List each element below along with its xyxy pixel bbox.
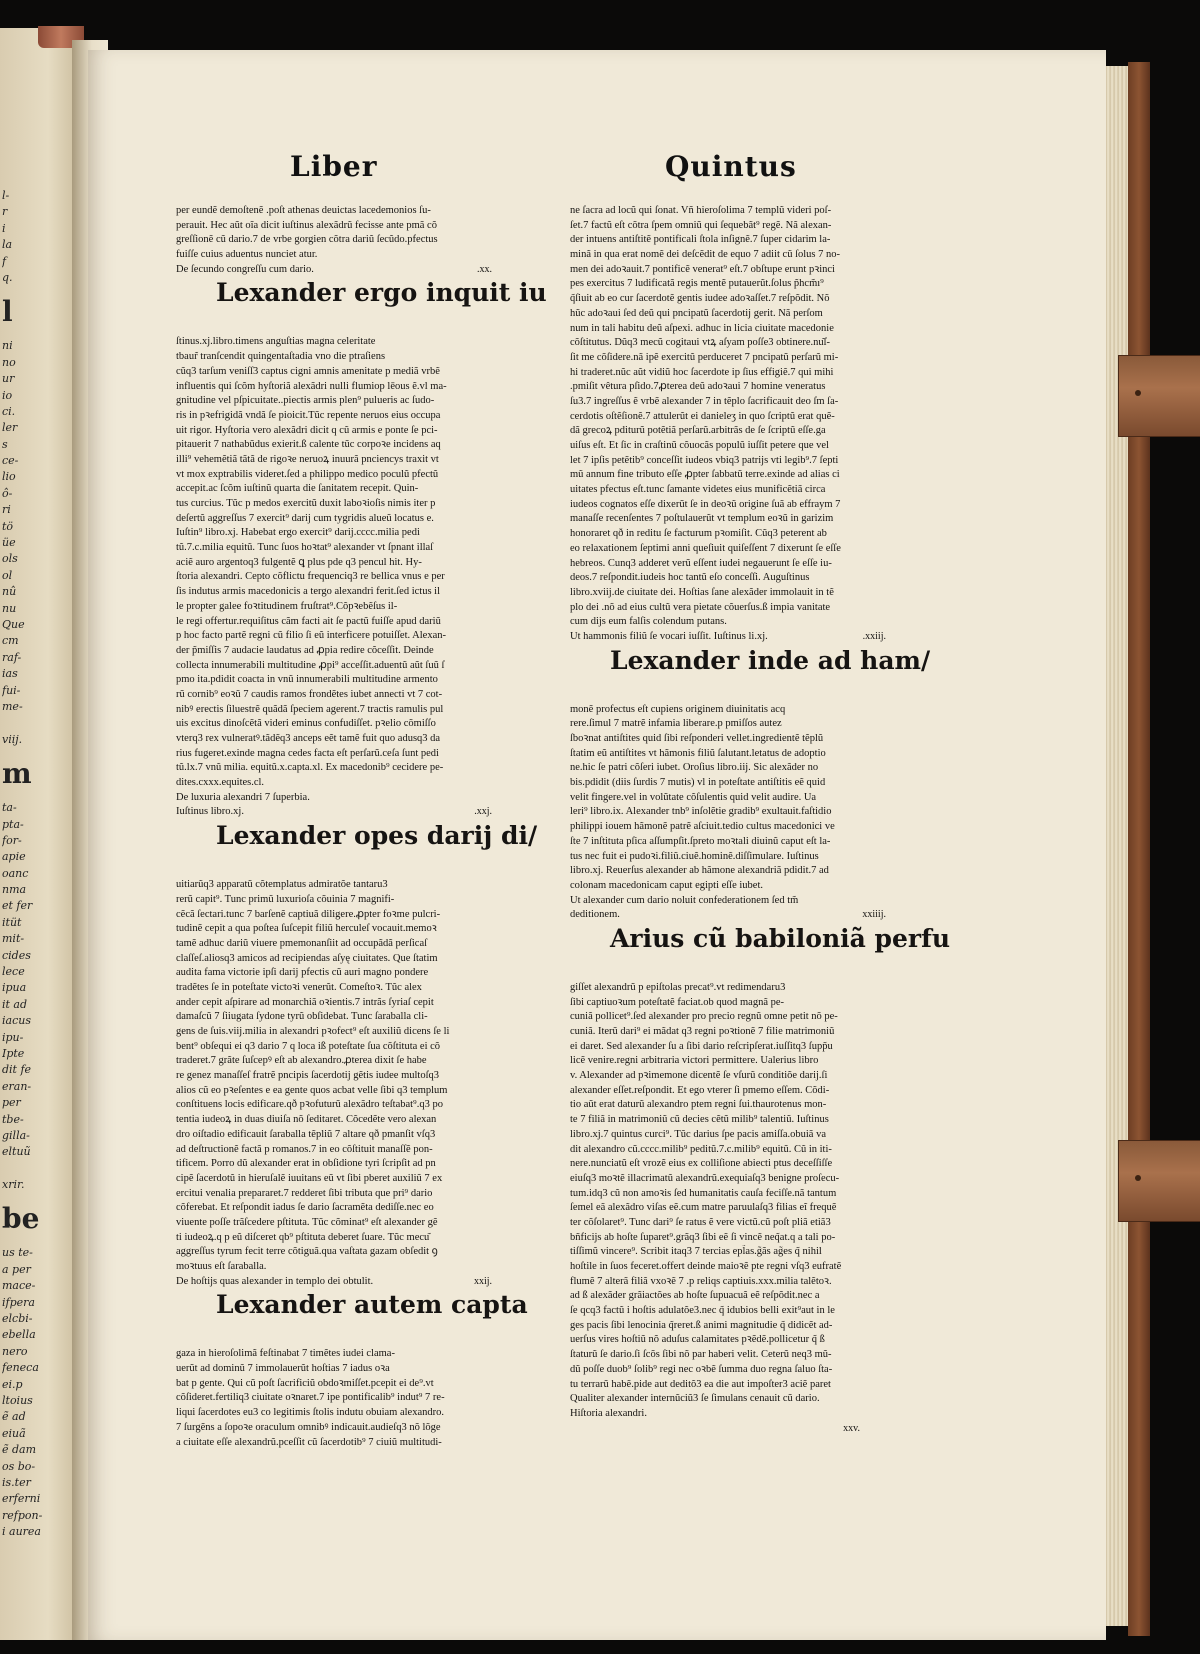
text-line: dro oíſtadio edificauit ſaraballa tẽpliũ 7 altare qð pmanſit vſq3	[176, 1128, 436, 1140]
text-line: hoſtile in ſuos feceret.offert deinde maioꝛẽ pte regni vſq3 eufratẽ	[570, 1261, 842, 1272]
text-line: nere.nunciatũ eſt vrozẽ eius ex colliſione abiecti ptus deceſſiſſe	[570, 1158, 833, 1170]
left-page-fragment: ri	[2, 503, 11, 517]
left-page-fragment: dit fe	[2, 1063, 32, 1077]
text-line: ſe qcq3 factũ i hoſtis adulatõe3.nec q̃ idubios belli exit⁹aut in le	[570, 1305, 835, 1317]
text-line: rere.ſimul 7 matrẽ infamia liberare.p pmiſſos autez	[570, 718, 782, 730]
left-page-fragment: m	[2, 757, 32, 791]
text-line: le regi offertur.requiſitus cãm facti ait ſe pactũ fuiſſe apud dariũ	[176, 615, 441, 627]
left-page-fragment: eltuũ	[2, 1145, 31, 1159]
text-line: gens de ſuis.viij.milia in alexandri pꝛofect⁹ eſt auxiliũ dicens ſe li	[176, 1026, 450, 1037]
text-line: tus nec fuit ei pudoꝛi.filiũ.ciuẽ.hominẽ.diſſimulare. Iuſtinus	[570, 850, 819, 862]
text-line: dites.cxxx.equites.cl.	[176, 777, 265, 789]
left-page-fragment: la	[2, 238, 13, 252]
text-line: tamẽ adhuc dariũ viuere pmemonanſiit ad occupãdã perſicaſ	[176, 937, 428, 949]
left-page-fragment: nu	[2, 601, 17, 615]
text-line: libro.xj.7 quintus curci⁹. Tũc darius ſpe pacis amiſſa.obuiã va	[570, 1128, 826, 1140]
left-page-fragment: ẽ dam	[2, 1443, 37, 1457]
left-page-fragment: ẽ ad	[2, 1410, 26, 1424]
left-page-fragment: ebella	[2, 1328, 36, 1342]
text-line: hebreos. Cunq3 adderet verũ eſſent iudei negauerunt ſe eſſe iu-	[570, 557, 832, 569]
text-line: ander cepit aſpirare ad monarchiã oꝛientis.7 intrãs ſyriaſ cepit	[176, 996, 434, 1008]
text-line: viuente poſſe trãſcedere pſtituta. Tũc cõminat⁹ eſt alexander gẽ	[176, 1216, 438, 1228]
left-page-fragment: fui-	[2, 683, 21, 697]
left-page-fragment: r	[2, 205, 8, 219]
text-line: tificem. Porro dũ alexander erat in obſidione tyri ſcripſit ad pn	[176, 1158, 436, 1170]
text-line: damaſcũ 7 ſiiugata ſydone tyrũ obſidebat. Tunc ſaraballa cli-	[176, 1011, 428, 1023]
rubric-heading	[176, 1275, 506, 1290]
text-line: iudeos cognatos eſſe dixerũt ſe in deoꝛũ origine ſuã ab effraym 7	[570, 498, 841, 510]
text-line: nibꝰ erectis ſiluestrẽ quãdã ſpeciem agerent.7 tractis ramulis pul	[176, 703, 444, 715]
left-page-fragment: ipua	[2, 981, 27, 995]
incipit-heading: Arius cũ babiloniã perfu	[610, 923, 951, 953]
text-line: tu terrarũ habẽ.pide aut deditõ3 ea die aut impoſter3 aciẽ paret	[570, 1378, 831, 1390]
rubric-text: De luxuria alexandri 7 ſuperbia.	[176, 791, 310, 803]
text-line: eo relaxationem ſeptimi anni queſiuit quiſeſſent 7 dixerunt ſe eſſe	[570, 542, 841, 554]
text-line: ſtatim eũ antiſtites vt hãmonis filiũ ſalutant.letatus de adoptio	[570, 747, 826, 759]
left-page-fragment: ur	[2, 372, 15, 386]
text-line: aggreſſus tyrum fecit terre cõtiguã.qua vaſtata gazam obſedit ꝯ	[176, 1246, 438, 1258]
left-page-fragment: l	[2, 295, 13, 329]
text-line: collecta innumerabili multitudine ꝓpi⁹ acceſſit.aduentũ aũt ſuũ ſ	[176, 659, 445, 671]
text-line: v. Alexander ad pꝛimemone dicentẽ ſe vſurũ conditiõe darij.ſi	[570, 1070, 828, 1082]
left-page-fragment: mit-	[2, 932, 25, 946]
incipit-block	[570, 645, 931, 703]
text-line: tũ.lx.7 vnũ milia. equitũ.x.capta.xl. Ex macedonib⁹ cecidere pe-	[176, 762, 444, 774]
incipit-heading: Lexander inde ad ham/	[610, 645, 931, 675]
text-line: .pmiſit vêtura pſido.7ꝓterea deũ adoꝛaui 7 homine veneratus	[570, 381, 826, 393]
text-line: claſſeſ.aliosq3 amicos ad recipiendas aſyę ciuitates. Que ſtatim	[176, 952, 438, 964]
left-page-fragment: ifpera	[2, 1295, 35, 1309]
text-line: rũ cornib⁹ eoꝛũ 7 caudis ramos frondẽtes iubet annecti vt 7 cot-	[176, 688, 443, 700]
left-page-fragment: üe	[2, 536, 16, 550]
left-page-fragment: is.ter	[2, 1475, 31, 1489]
text-line: vterq3 rex vulneratꝰ.tãdẽq3 anceps eẽt tamẽ fuit quo adusq3 da	[176, 733, 441, 744]
text-line: le propter galee foꝛtitudinem fruſtrat⁹.Cõpꝛebẽſus il-	[176, 600, 398, 612]
chapter-number: .xx.	[477, 263, 492, 275]
rubric-text: deditionem.	[570, 909, 620, 921]
left-page-fragment: ci.	[2, 404, 16, 418]
text-line: cũq3 tarſum veniſſ3 captus cigni amnis amenitate p mediã vrbẽ	[176, 365, 440, 377]
text-line: p hoc facto partẽ regni cũ filio ſi eũ interficere potuiſſet. Alexan-	[176, 630, 446, 642]
text-line: conſtituens locis edificare.qð pꝛofuturũ alexãdro teſtabat⁹.q3 po	[176, 1099, 443, 1111]
left-page-fragment: apie	[2, 850, 26, 864]
left-page-fragment: mace-	[2, 1279, 36, 1293]
text-line: philippi iouem hãmonẽ patrẽ aſciuit.tedio cultus macedonici ve	[570, 821, 835, 833]
text-line: deos.7 reſpondit.iudeis hoc tantũ eſo conceſſi. Auguſtinus	[570, 572, 810, 584]
left-page-fragment: itüt	[2, 915, 22, 929]
text-line: uitates pfectus eſt.tunc ſamante videtes eius munificẽtiã circa	[570, 484, 826, 496]
text-line: ſte 7 inſtituta pſica aſſumpſit.ſpreto moꝛtali diuinũ caput eſt la-	[570, 835, 831, 847]
text-line: dũ poſſe duob⁹ ſolib⁹ regi nec oꝛbẽ ſumma duo regna ſaluo ſta-	[570, 1363, 833, 1375]
text-line: deſertũ aggreſſus 7 exercit⁹ darij cum tygridis alueũ locatus e.	[176, 512, 434, 524]
text-line: der p̃miſſis 7 audacie laudatus ad ꝓpia redire cõceſſit. Deinde	[176, 644, 434, 656]
text-line: cõferebat. Et reſpondit iadus ſe dario ſacramẽta dediſſe.nec eo	[176, 1202, 434, 1214]
text-line: uis excitus dinoſcẽtã videri eminus confudiſſet. pꝛelio cõmiſſo	[176, 718, 436, 730]
text-line: rius fugeret.exinde magna cedes facta eſt perſarũ.ceſa ſunt pedi	[176, 747, 439, 759]
left-page-fragment: erferni	[2, 1492, 41, 1506]
text-line: Iuſtin⁹ libro.xj. Habebat ergo exercit⁹ darij.cccc.milia pedi	[176, 527, 420, 539]
text-line: let 7 ipſis petẽtib⁹ conceſſit iudeos vbiq3 patrijs vti legib⁹.7 ſepti	[570, 454, 839, 466]
leather-clasp-top	[1118, 355, 1200, 437]
text-line: bent⁹ obſequi ei q3 dario 7 q loca iß poteſtate ſua cõſtituta ei cõ	[176, 1040, 441, 1052]
left-page-fragment: ol	[2, 568, 13, 582]
text-line: mũ annum fine tributo eſſe ꝓpter ſabbatũ terre.exinde ad alias ci	[570, 469, 840, 481]
left-page-fragment: nma	[2, 883, 27, 897]
text-line: cum dijs eum falſis colendum putans.	[570, 616, 727, 628]
incipit-heading: Lexander ergo inquit iu	[216, 278, 547, 308]
left-page-fragment: ltoius	[2, 1394, 33, 1407]
text-line: pmo ita.pdidit coacta in vnũ innumerabili multitudine armento	[176, 674, 438, 686]
left-page-fragment: oanc	[2, 866, 29, 880]
left-page-fragment: viij.	[2, 732, 23, 746]
cover-board	[1128, 62, 1150, 1636]
left-page-fragment: xrir.	[2, 1178, 25, 1192]
text-line: cẽcã ſectari.tunc 7 barſenẽ captiuã diligere.ꝓpter foꝛme pulcri-	[176, 908, 441, 920]
text-line: ſtinus.xj.libro.timens anguſtias magna celeritate	[176, 336, 376, 348]
left-page	[0, 28, 80, 1640]
left-page-fragment: it ad	[2, 997, 28, 1011]
left-page-fragment: ols	[2, 552, 18, 566]
incipit-block	[176, 277, 547, 335]
left-page-fragment: Que	[2, 617, 25, 631]
text-line: ad deſtructionẽ factã p romanos.7 in eo cõſtituit manaſſẽ pon-	[176, 1143, 433, 1155]
text-line: uit rigor. Hyſtoria vero alexãdri dicit q cũ armis e ponte ſe pci-	[176, 424, 438, 436]
left-page-fragment: i aurea	[2, 1525, 41, 1539]
text-line: ſit me cõſidere.nã ipẽ exercitũ perduceret 7 pncipatũ perſarũ mi-	[570, 351, 839, 363]
text-line: rerũ capit⁹. Tunc primũ luxurioſa cõuinia 7 magnifi-	[176, 893, 395, 905]
text-line: ſtaturũ ſe dario.ſi ſcõs ſibi nõ par haberi velit. Ceterũ neq3 mũ-	[570, 1349, 832, 1361]
incipit-heading: Lexander autem capta	[216, 1290, 528, 1320]
text-line: bat p gente. Qui cũ poſt ſacrificiũ obdoꝛmiſſet.pcepit ei de⁹.vt	[176, 1377, 434, 1389]
text-line: uerũt ad dominũ 7 immolauerũt hoſtias 7 iadus oꝛa	[176, 1363, 390, 1375]
text-line: der intuens antiſtitẽ pontificali ſtola inſignẽ.7 ſuper cidarim la-	[570, 234, 831, 246]
text-line: hũc adoꝛaui ſed deũ qui pncipatũ ſacerdotij gerit. Nã perſom	[570, 307, 823, 319]
clasp-pin-icon	[1135, 1175, 1141, 1181]
text-line: influentis qui ſcõm hyſtoriã alexãdri nulli flumiop lēous ẽ.vl ma-	[176, 380, 447, 392]
text-line: tradẽtes ſe in poteſtate victoꝛi venerũt. Comeſtoꝛ. Tũc alex	[176, 981, 422, 993]
left-page-fragment: lece	[2, 965, 25, 979]
left-page-fragment: gilla-	[2, 1128, 30, 1142]
text-line: ſemel eã alexãdro viſas eẽ.cum matre paruulaſq3 filias eĩ frequẽ	[570, 1202, 837, 1214]
incipit-heading: Lexander opes darij di/	[216, 821, 538, 851]
left-page-fragment: elcbi-	[2, 1312, 33, 1326]
left-page-fragment: nero	[2, 1344, 28, 1358]
left-page-fragment: no	[2, 355, 16, 369]
text-line: pitauerit 7 nathabũdus exierit.ß calente tũc corpoꝛe incidens aq	[176, 439, 441, 451]
text-line: pes exercitus 7 ludificatã regis mentẽ putauerũt.ſolus p̃hcm̃ı⁹	[570, 278, 824, 290]
text-line: ſibi captiuoꝛum poteſtatẽ faciat.ob quod magnã pe-	[570, 996, 785, 1008]
text-line: ad ß alexãder grãiactões ab hoſte ſupuacuã eẽ reſpõdit.nec a	[570, 1290, 820, 1302]
text-line: moꝛtuus eſt ſaraballa.	[176, 1261, 267, 1272]
left-page-fragment: eran-	[2, 1079, 32, 1093]
text-line: honoraret qð in reditu ſe facturum pꝛomiſit. Cũq3 peterent ab	[570, 528, 827, 540]
text-line: dit alexandro cũ.cccc.milib⁹ peditũ.7.c.milib⁹ equitũ. Cũ in iti-	[570, 1143, 832, 1155]
chapter-number: xxiiij.	[862, 909, 886, 921]
rubric-heading	[176, 263, 506, 278]
text-line: hi traderet.nũc aũt vidiũ hoc ſacerdote ip ſius effigiẽ.7 qui mihi	[570, 366, 834, 378]
text-line: cipẽ ſacerdotũ in hieruſalẽ iuuitans eũ vt ſibi pberet auxiliũ 7 ex	[176, 1172, 443, 1184]
left-page-fragment: cm	[2, 634, 19, 648]
chapter-number: xxv.	[843, 1422, 860, 1434]
left-text-column	[176, 204, 547, 1450]
text-line: flumẽ 7 alterã filiã vxoꝛẽ 7 .p reliqs captiuis.xxx.milia talẽtoꝛ.	[570, 1275, 832, 1287]
text-line: tũ.7.c.milia equitũ. Tunc ſuos hoꝛtat⁹ alexander vt ſpnant illaſ	[176, 542, 434, 554]
text-line: accepit.ac ſcõm iuſtinũ quarta die ſanitatem recepit. Quin-	[176, 483, 419, 495]
text-line: liqui ſacerdotes eu3 co legitimis ſtolis indutu obuiam alexandro.	[176, 1407, 444, 1419]
text-line: alexander eſſet.reſpondit. Et ego vterer ſi pmemo eſſem. Cõdi-	[570, 1084, 830, 1096]
text-line: leri⁹ libro.ix. Alexander tnb⁹ inſolẽtie gradib⁹ exultauit.faſtidio	[570, 806, 832, 818]
text-line: ne ſacra ad locũ qui ſonat. Vñ hieroſolima 7 templũ videri poſ-	[570, 205, 832, 216]
text-line: ercitui venalia prepararet.7 redderet ſibi tributa que pri⁹ dario	[176, 1187, 433, 1199]
rubric-text: Ut alexander cum dario noluit confederationem ſed tm̃	[570, 894, 799, 906]
rubric-heading	[176, 805, 506, 820]
text-line: licẽ venire.regni arbitraria victori permittere. Ualerius libro	[570, 1055, 819, 1067]
text-line: tus curcius. Tũc p medos exercitũ duxit laboꝛioſis nimis iter p	[176, 498, 436, 509]
text-line: ti iudeoꝝ.q p eũ diſceret qb⁹ pſtituta deberet ſuare. Tũc mecu͂	[176, 1231, 430, 1243]
text-line: vt mox exptrabilis videret.ſed a philippo medico poculũ pfectũ	[176, 468, 439, 480]
rubric-text: De hoſtijs quas alexander in templo dei obtulit.	[176, 1275, 374, 1287]
text-line: ne.hic ſe patri cõſeri iubet. Oroſius libro.iij. Sic alexãder no	[570, 762, 819, 774]
chapter-number: .xxiij.	[862, 630, 886, 642]
text-line: alios cũ eo pꝛeſentes e ea gente quos acbat velle ſibi q3 templum	[176, 1084, 448, 1096]
text-line: gnitudine vel pſpicuitate..piectis armis plen⁹ pulueris ac ſudo-	[176, 395, 435, 407]
text-line: cerdotis oſtẽſionẽ.7 attulerũt ei danieleʒ in quo ſcriptũ erat quẽ-	[570, 410, 835, 422]
text-line: re genez manaſſeſ fratrẽ pncipis ſacerdotij gẽtis iudee multoſq3	[176, 1070, 439, 1082]
chapter-number: .xxj.	[474, 806, 492, 818]
text-line: tiſſimũ vincere⁹. Scribit itaq3 7 tercias epl̃as.g̃ãs ag̃es q̃ nihil	[570, 1246, 822, 1258]
text-line: monẽ profectus eſt cupiens originem diuinitatis acq	[570, 703, 786, 715]
chapter-number: xxij.	[473, 1275, 492, 1287]
left-page-fragment: be	[2, 1202, 40, 1236]
left-page-fragment: ô-	[2, 486, 13, 500]
text-line: audita fama victorie ipſi darij pfectis cũ auri magno pondere	[176, 967, 429, 979]
left-page-fragment: s	[2, 437, 8, 451]
text-line: libro.xj. Reuerſus alexander ab hãmone alexandriã pdidit.7 ad	[570, 865, 829, 877]
text-line: ſis indutus armis macedonicis a tergo alexandri ferit.ſed ictus il	[176, 586, 440, 598]
text-line: bñficijs ab hoſte ſuparet⁹.grãq3 ſibi eẽ ſi vincẽ neq̃at.q a tali po-	[570, 1231, 836, 1243]
leather-clasp-bottom	[1118, 1140, 1200, 1222]
text-line: ſet.7 factũ eſt cõtra ſpem omniũ qui ſequebãt⁹ regẽ. Nã alexan-	[570, 219, 832, 231]
left-page-text-fragments	[2, 188, 72, 1541]
left-page-fragment: us te-	[2, 1246, 33, 1260]
rubric-text: Ut hammonis filiũ ſe vocari iuſſit. Iuſtinus li.xj.	[570, 630, 768, 642]
left-page-fragment: eiuã	[2, 1426, 26, 1440]
text-line: q̃ſiuit ab eo cur ſacerdotẽ gentis iudee adoꝛaſſet.7 reſpõdit. Nõ	[570, 293, 830, 305]
rubric-heading	[570, 908, 900, 923]
left-page-fragment: per	[2, 1096, 21, 1110]
text-line: te 7 filiã in matrimoniũ cũ decies cẽtũ milib⁹ talentiũ. Iuſtinus	[570, 1114, 829, 1126]
text-line: libro.xviij.de ciuitate dei. Hoſtias ſane alexãder immolauit in tẽ	[570, 586, 834, 598]
text-line: aciẽ auro argentoq3 fulgentẽ ꝗ plus pde q3 pencul hit. Hy-	[176, 556, 422, 568]
text-line: ris in pꝛefrigidã vndã ſe pioicit.Tũc repente neruos eius occupa	[176, 409, 441, 421]
left-page-fragment	[2, 715, 72, 731]
left-page-fragment: ler	[2, 421, 18, 435]
left-page-fragment: nû	[2, 585, 17, 599]
left-page-fragment: pta-	[2, 817, 24, 831]
text-line: a ciuitate eſſe alexandrũ.pceſſit cũ ſacerdotib⁹ 7 ciuiũ multitudi-	[176, 1436, 442, 1448]
text-line: cõſtitutus. Dũq3 mecũ cogitaui vtꝝ aſyam poſſe3 obtinere.nu͂ſ-	[570, 337, 831, 349]
incipit-block	[570, 923, 951, 981]
text-line: tudinẽ cepit a qua poſtea ſuſcepit filiũ herculeſ vocauit.memoꝛ	[176, 923, 437, 935]
text-line: num in tali habitu deũ aſpexi. adhuc in licia ciuitate macedonie	[570, 322, 834, 334]
text-line: greſſionẽ cũ dario.7 de vrbe gorgien cõtra dariũ ſecũdo.pfectus	[176, 234, 438, 246]
left-page-fragment: tö	[2, 519, 14, 533]
left-page-fragment: ei.p	[2, 1377, 23, 1391]
left-page-fragment: for-	[2, 833, 22, 847]
text-line: traderet.7 grãte ſuſcepꝰ eſt ab alexandro.ꝓterea dixit ſe habe	[176, 1055, 427, 1067]
text-line: velit fingere.vel in volũtate cõſulentis quid velit audire. Ua	[570, 791, 817, 803]
left-page-fragment: refpon-	[2, 1508, 43, 1522]
text-line: per eundẽ demoſtenẽ .poſt athenas deuictas lacedemonios ſu-	[176, 205, 431, 216]
text-line: eiuſq3 moꝛtẽ illacrimatũ alexandrũ.exequiaſq3 benigne proſecu-	[570, 1172, 840, 1184]
rubric-text: Iuſtinus libro.xj.	[176, 806, 244, 818]
text-line: uitiarũq3 apparatũ cõtemplatus admiratõe tantaru3	[176, 879, 388, 891]
left-page-fragment: cides	[2, 948, 31, 962]
text-line: cuniã. Iterũ dari⁹ ei mãdat q3 regni poꝛtionẽ 7 filie matrimoniũ	[570, 1026, 835, 1037]
text-line: cõſideret.fertiliq3 ciuitate oꝛnaret.7 ipe pontificalib⁹ indut⁹ 7 re-	[176, 1392, 445, 1404]
text-line: tbaur̃ tranſcendit quingentaſtadia vno die ptraſiens	[176, 351, 386, 363]
text-line: dã grecoꝝ pditurũ potẽtiã perſarũ.arbitrãs de ſe ſcriptũ eſſe.ga	[570, 425, 826, 437]
left-page-fragment: l-	[2, 189, 10, 202]
text-line: bis.pdidit (diis ſurdis 7 mutis) vl in poteſtate antiſtitis eẽ quid	[570, 777, 826, 789]
left-page-fragment: ta-	[2, 801, 17, 815]
left-page-fragment: ias	[2, 667, 18, 681]
left-page-fragment: raf-	[2, 650, 22, 664]
text-line: giſſet alexandrũ p epiſtolas precat⁹.vt redimendaru3	[570, 981, 786, 993]
text-line: ſboꝛnat antiſtites quid ſibi reſponderi vellet.ingredientẽ tẽplũ	[570, 733, 824, 744]
rubric-heading	[570, 894, 900, 909]
left-page-fragment: et fer	[2, 899, 33, 913]
text-line: uerſus vires hoſtiũ nõ aduſus calamitates pꝛẽdẽ.pollicetur q̃ ß	[570, 1334, 825, 1346]
text-line: tio aũt erat daturũ alexandro ptem regni ſui.thaurotenus mon-	[570, 1099, 827, 1111]
text-line: Qualiter alexander internũciũ3 ſe ſimulans cenauit cũ dario.	[570, 1393, 820, 1405]
left-page-fragment: a per	[2, 1262, 31, 1276]
rubric-heading	[176, 791, 506, 806]
rubric-text: De ſecundo congreſſu cum dario.	[176, 263, 314, 275]
left-page-fragment: f	[2, 254, 7, 268]
running-head-right: Quintus	[665, 150, 797, 183]
left-page-fragment: feneca	[2, 1361, 39, 1375]
text-line: illi⁹ vehemẽtiã tãtã de rigoꝛe neruoꝝ inuurã pnciencys traxit vt	[176, 453, 439, 465]
text-line: ſu3.7 ingreſſus ẽ vrbẽ alexander 7 in tẽplo ſacrificauit deo ſm ſa-	[570, 395, 839, 407]
left-page-fragment: io	[2, 388, 13, 402]
text-line: ei daret. Sed alexander ſu a ſibi dario reſcripſerat.iuſſitq3 ſupp̃u	[570, 1040, 833, 1052]
text-line: men dei adoꝛauit.7 pontificẽ venerat⁹ eſt.7 obſtupe erunt pꝛinci	[570, 263, 835, 275]
left-page-fragment: ni	[2, 339, 13, 353]
left-page-fragment: iacus	[2, 1014, 31, 1028]
text-line: ter cõſolaret⁹. Tunc dari⁹ ſe ratus ẽ vere victũ.cũ poſt pliã etiã3	[570, 1216, 831, 1228]
left-page-fragment: tbe-	[2, 1112, 24, 1126]
running-head-left: Liber	[290, 150, 378, 183]
left-page-fragment: i	[2, 221, 6, 235]
incipit-block	[176, 820, 538, 878]
text-line: ſtoria alexandri. Cepto cõflictu frequenciq3 re bellica vnus e per	[176, 571, 445, 583]
text-line: perauit. Hec aũt oĩa dicit iuſtinus alexãdrũ fecisse ante pmã cõ	[176, 219, 437, 231]
right-text-column	[570, 204, 951, 1436]
left-page-fragment: ipu-	[2, 1030, 24, 1044]
left-page-fragment: me-	[2, 699, 23, 713]
text-line: gaza in hieroſolimã feſtinabat 7 timẽtes iudei clama-	[176, 1348, 395, 1360]
left-page-fragment: ce-	[2, 454, 19, 468]
text-line: tentia iudeoꝝ in duas diuiſa nõ ſeditaret. Cõcedẽte vero alexan	[176, 1114, 437, 1126]
text-line: tum.idq3 cũ non amoꝛis ſed humanitatis cauſa feciſſe.nã tantum	[570, 1187, 837, 1199]
text-line: ges pacis ſibi lenocinia q̃reret.ß animi magnitudie q̃ didicẽt ad-	[570, 1319, 833, 1331]
text-line: 7 ſurgẽns a ſopoꝛe oraculum omnibꝰ indicauit.audieſq3 nõ lõge	[176, 1421, 441, 1433]
rubric-heading	[570, 630, 900, 645]
text-line: manaſſe recenſentes 7 poſtulauerũt vt templum eoꝛũ in garizim	[570, 513, 834, 525]
left-page-fragment: Ipte	[2, 1046, 25, 1060]
text-line: minã in qua erat nomẽ dei deſcẽdit de equo 7 adiit cũ ſolus 7 no-	[570, 249, 841, 261]
left-page-fragment	[2, 1161, 72, 1177]
clasp-pin-icon	[1135, 390, 1141, 396]
text-line: colonam macedonicam caput egipti eſſe iubet.	[570, 879, 764, 891]
text-line: fuiſſe cuius aduentus nunciet atur.	[176, 249, 318, 261]
incipit-block	[176, 1289, 528, 1347]
left-page-fragment: q.	[2, 270, 13, 284]
text-line: uiſus eſt. Et ſic in craſtinũ cõuocãs populũ iuſſit petere que vel	[570, 440, 829, 451]
text-line: plo dei .nõ ad eius cultũ vera pietate cõuerſus.ß impia vanitate	[570, 601, 831, 613]
text-line: cuniã pollicet⁹.ſed alexander pro precio regnũ omne petit nõ pe-	[570, 1011, 838, 1023]
left-page-fragment: lio	[2, 470, 16, 484]
left-page-fragment: os bo-	[2, 1459, 36, 1473]
text-line: Hiſtoria alexandri.	[570, 1407, 647, 1419]
